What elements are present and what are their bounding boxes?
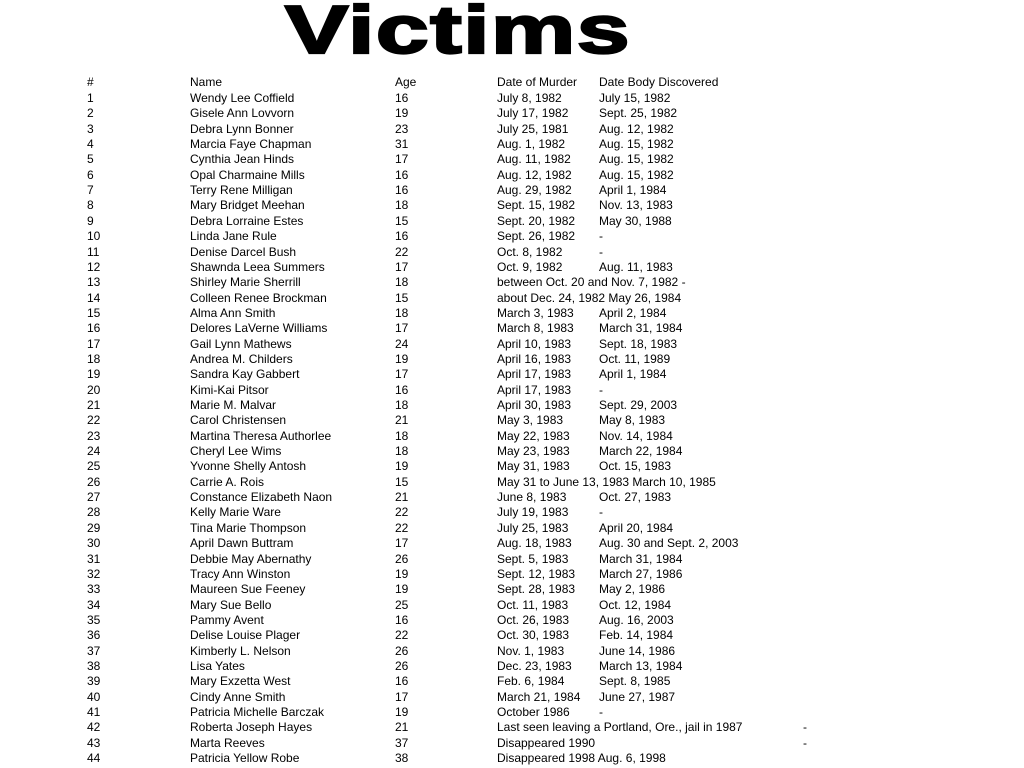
victim-name: Mary Sue Bello	[190, 597, 272, 612]
victim-age: 16	[395, 382, 409, 397]
victim-age: 17	[395, 259, 409, 274]
victim-name: Cynthia Jean Hinds	[190, 152, 295, 167]
victim-age: 24	[395, 336, 409, 351]
date-of-murder: March 8, 1983	[497, 321, 574, 336]
victim-age: 16	[395, 183, 409, 198]
victim-name: Constance Elizabeth Naon	[190, 490, 333, 505]
victim-age: 37	[395, 735, 409, 750]
date-of-murder: Oct. 30, 1983	[497, 628, 570, 643]
date-body-discovered: Aug. 15, 1982	[599, 137, 674, 152]
table-row	[0, 444, 1024, 459]
table-row	[0, 582, 1024, 597]
victim-age: 22	[395, 628, 409, 643]
victim-age: 19	[395, 351, 409, 366]
date-body-discovered: Aug. 12, 1982	[599, 121, 674, 136]
table-row	[0, 690, 1024, 705]
row-number: 11	[87, 244, 100, 259]
victim-name: Mary Exzetta West	[190, 674, 291, 689]
victim-name: Marcia Faye Chapman	[190, 137, 312, 152]
row-number: 18	[87, 351, 101, 366]
date-of-murder: April 30, 1983	[497, 398, 572, 412]
date-of-murder: July 17, 1982	[497, 106, 569, 121]
date-body-discovered: Aug. 15, 1982	[599, 167, 674, 182]
victim-name: Andrea M. Childers	[190, 351, 293, 366]
victim-age: 19	[395, 705, 409, 719]
table-row	[0, 214, 1024, 229]
table-row	[0, 352, 1024, 367]
date-body-discovered: April 20, 1984	[599, 520, 674, 535]
date-of-murder: Sept. 26, 1982	[497, 229, 576, 244]
victim-age: 17	[395, 152, 409, 167]
row-number: 26	[87, 474, 101, 489]
date-of-murder: May 23, 1983	[497, 444, 570, 459]
victim-name: Shawnda Leea Summers	[190, 259, 325, 274]
date-body-discovered: March 13, 1984	[599, 658, 683, 673]
victim-name: Terry Rene Milligan	[190, 183, 293, 198]
victim-age: 17	[395, 367, 409, 382]
victim-age: 18	[395, 398, 409, 412]
victim-name: Opal Charmaine Mills	[190, 167, 305, 182]
table-row	[0, 552, 1024, 567]
header-number: #	[87, 75, 94, 89]
row-number: 37	[87, 643, 101, 658]
victim-age: 18	[395, 428, 409, 443]
table-row	[0, 598, 1024, 613]
victim-name: Lisa Yates	[190, 658, 245, 673]
table-row	[0, 306, 1024, 321]
date-body-discovered: May 2, 1986	[599, 582, 666, 597]
row-number: 43	[87, 735, 101, 750]
date-of-murder: Oct. 9, 1982	[497, 259, 563, 274]
victim-age: 16	[395, 612, 409, 627]
date-body-discovered: Oct. 12, 1984	[599, 597, 672, 612]
table-row	[0, 429, 1024, 444]
date-body-discovered: Sept. 8, 1985	[599, 674, 671, 689]
title-wordart	[280, 0, 640, 68]
date-body-discovered: April 1, 1984	[599, 367, 667, 382]
table-row	[0, 337, 1024, 352]
table-row	[0, 122, 1024, 137]
date-body-discovered: Feb. 14, 1984	[599, 628, 674, 643]
victim-age: 18	[395, 305, 409, 320]
victim-age: 21	[395, 490, 409, 505]
date-body-discovered: Oct. 27, 1983	[599, 490, 672, 505]
extra-note: -	[803, 720, 807, 735]
table-row	[0, 152, 1024, 167]
date-body-discovered: Aug. 30 and Sept. 2, 2003	[599, 536, 739, 551]
table-row	[0, 490, 1024, 505]
row-number: 4	[87, 137, 94, 152]
date-body-discovered: March 27, 1986	[599, 566, 683, 581]
table-row	[0, 674, 1024, 689]
victim-age: 19	[395, 566, 409, 581]
date-of-murder: March 3, 1983	[497, 305, 574, 320]
date-of-murder: Oct. 8, 1982	[497, 244, 563, 259]
row-number: 28	[87, 505, 101, 520]
row-number: 8	[87, 198, 94, 213]
victim-name: Wendy Lee Coffield	[190, 91, 295, 105]
date-of-murder: Disappeared 1990	[497, 735, 596, 750]
row-number: 29	[87, 520, 101, 535]
victim-name: Carol Christensen	[190, 413, 287, 428]
row-number: 1	[87, 91, 94, 105]
row-number: 27	[87, 490, 101, 505]
date-of-murder: May 31, 1983	[497, 459, 570, 474]
row-number: 41	[87, 705, 101, 719]
victim-age: 15	[395, 213, 409, 228]
victim-name: Sandra Kay Gabbert	[190, 367, 300, 382]
date-of-murder: April 16, 1983	[497, 351, 572, 366]
table-row	[0, 183, 1024, 198]
date-body-discovered: May 30, 1988	[599, 213, 672, 228]
row-number: 9	[87, 213, 94, 228]
date-of-murder: Oct. 11, 1983	[497, 597, 569, 612]
date-of-murder: Sept. 12, 1983	[497, 566, 576, 581]
victim-name: Patricia Yellow Robe	[190, 751, 300, 766]
date-body-discovered: March 22, 1984	[599, 444, 683, 459]
victim-age: 16	[395, 167, 409, 182]
victim-age: 25	[395, 597, 409, 612]
date-body-discovered: Sept. 25, 1982	[599, 106, 678, 121]
victim-name: Gisele Ann Lovvorn	[190, 106, 295, 121]
victim-age: 18	[395, 275, 409, 290]
victim-age: 31	[395, 137, 409, 152]
table-row	[0, 659, 1024, 674]
table-row	[0, 106, 1024, 121]
table-row	[0, 521, 1024, 536]
date-of-murder: Sept. 5, 1983	[497, 551, 569, 566]
row-number: 10	[87, 229, 101, 244]
table-row	[0, 383, 1024, 398]
date-of-murder: October 1986	[497, 705, 570, 719]
date-of-murder: March 21, 1984	[497, 689, 581, 704]
page-title	[280, 0, 640, 68]
date-body-discovered: May 8, 1983	[599, 413, 666, 428]
victim-name: Maureen Sue Feeney	[190, 582, 306, 597]
victim-name: Tina Marie Thompson	[190, 520, 307, 535]
date-of-murder: July 19, 1983	[497, 505, 569, 520]
table-row	[0, 736, 1024, 751]
date-body-discovered: -	[599, 229, 603, 244]
table-row	[0, 751, 1024, 766]
table-row	[0, 260, 1024, 275]
victim-name: Yvonne Shelly Antosh	[190, 459, 307, 474]
date-body-discovered: June 27, 1987	[599, 689, 676, 704]
date-of-murder: Aug. 18, 1983	[497, 536, 572, 551]
date-of-murder: Oct. 26, 1983	[497, 612, 570, 627]
table-header	[0, 75, 1024, 90]
date-of-murder: Aug. 1, 1982	[497, 137, 566, 152]
victim-age: 17	[395, 321, 409, 336]
table-row	[0, 367, 1024, 382]
date-of-murder: April 17, 1983	[497, 382, 572, 397]
header-name: Name	[190, 75, 223, 89]
date-of-murder: Aug. 11, 1982	[497, 152, 571, 167]
victim-name: Pammy Avent	[190, 612, 264, 627]
row-number: 34	[87, 597, 101, 612]
victim-age: 21	[395, 413, 409, 428]
victim-age: 16	[395, 229, 409, 244]
victim-name: Kimi-Kai Pitsor	[190, 382, 269, 397]
date-body-discovered: Sept. 29, 2003	[599, 398, 678, 412]
date-body-discovered: Sept. 18, 1983	[599, 336, 678, 351]
row-number: 16	[87, 321, 101, 336]
victim-age: 22	[395, 244, 409, 259]
date-body-discovered: Aug. 11, 1983	[599, 259, 673, 274]
victim-name: Marie M. Malvar	[190, 398, 277, 412]
row-number: 12	[87, 259, 101, 274]
header-date-body-discovered: Date Body Discovered	[599, 75, 719, 89]
row-number: 15	[87, 305, 101, 320]
date-of-murder: between Oct. 20 and Nov. 7, 1982 -	[497, 275, 686, 290]
row-number: 31	[87, 551, 101, 566]
row-number: 32	[87, 566, 101, 581]
table-row	[0, 291, 1024, 306]
date-of-murder: Nov. 1, 1983	[497, 643, 565, 658]
victim-name: Mary Bridget Meehan	[190, 198, 305, 213]
date-of-murder: Feb. 6, 1984	[497, 674, 565, 689]
date-body-discovered: -	[599, 244, 603, 259]
row-number: 13	[87, 275, 101, 290]
table-row	[0, 198, 1024, 213]
date-of-murder: Dec. 23, 1983	[497, 658, 572, 673]
victim-name: Colleen Renee Brockman	[190, 290, 327, 305]
date-of-murder: April 10, 1983	[497, 336, 572, 351]
victim-age: 16	[395, 91, 409, 105]
victim-name: Carrie A. Rois	[190, 474, 265, 489]
row-number: 19	[87, 367, 101, 382]
row-number: 6	[87, 167, 94, 182]
date-of-murder: April 17, 1983	[497, 367, 572, 382]
row-number: 7	[87, 183, 94, 198]
row-number: 33	[87, 582, 101, 597]
date-of-murder: Sept. 15, 1982	[497, 198, 576, 213]
victim-name: Debra Lynn Bonner	[190, 121, 294, 136]
victim-name: Kimberly L. Nelson	[190, 643, 291, 658]
table-row	[0, 321, 1024, 336]
date-of-murder: May 22, 1983	[497, 428, 570, 443]
victim-age: 19	[395, 106, 409, 121]
date-of-murder: July 25, 1983	[497, 520, 569, 535]
row-number: 17	[87, 336, 101, 351]
table-row	[0, 720, 1024, 735]
table-row	[0, 628, 1024, 643]
date-of-murder: Aug. 12, 1982	[497, 167, 572, 182]
victim-name: Cindy Anne Smith	[190, 689, 286, 704]
row-number: 30	[87, 536, 101, 551]
victim-name: Martina Theresa Authorlee	[190, 428, 332, 443]
victim-name: April Dawn Buttram	[190, 536, 294, 551]
victim-name: Debbie May Abernathy	[190, 551, 312, 566]
victim-age: 26	[395, 658, 409, 673]
date-body-discovered: Nov. 13, 1983	[599, 198, 673, 213]
victim-age: 23	[395, 121, 409, 136]
victim-name: Alma Ann Smith	[190, 305, 276, 320]
victim-age: 19	[395, 582, 409, 597]
victim-age: 15	[395, 290, 409, 305]
date-body-discovered: April 1, 1984	[599, 183, 667, 198]
victim-name: Kelly Marie Ware	[190, 505, 281, 520]
row-number: 38	[87, 658, 101, 673]
header-age: Age	[395, 75, 417, 89]
date-of-murder: Sept. 28, 1983	[497, 582, 576, 597]
date-body-discovered: Oct. 11, 1989	[599, 351, 671, 366]
table-row	[0, 567, 1024, 582]
table-row	[0, 229, 1024, 244]
victim-name: Denise Darcel Bush	[190, 244, 297, 259]
date-of-murder: May 3, 1983	[497, 413, 564, 428]
date-of-murder: July 8, 1982	[497, 91, 562, 105]
victim-name: Gail Lynn Mathews	[190, 336, 292, 351]
table-row	[0, 91, 1024, 106]
row-number: 39	[87, 674, 101, 689]
date-of-murder: Sept. 20, 1982	[497, 213, 576, 228]
date-body-discovered: April 2, 1984	[599, 305, 667, 320]
date-of-murder: Last seen leaving a Portland, Ore., jail in 1987	[497, 720, 743, 735]
date-of-murder: June 8, 1983	[497, 490, 567, 505]
victim-age: 15	[395, 474, 409, 489]
table-row	[0, 168, 1024, 183]
date-body-discovered: March 31, 1984	[599, 321, 683, 336]
header-date-of-murder: Date of Murder	[497, 75, 578, 89]
date-body-discovered: -	[599, 505, 603, 520]
table-row	[0, 275, 1024, 290]
victim-age: 19	[395, 459, 409, 474]
date-body-discovered: July 15, 1982	[599, 91, 671, 105]
victim-age: 18	[395, 198, 409, 213]
row-number: 3	[87, 121, 94, 136]
date-body-discovered: June 14, 1986	[599, 643, 676, 658]
table-row	[0, 459, 1024, 474]
victim-age: 17	[395, 536, 409, 551]
date-of-murder: Disappeared 1998 Aug. 6, 1998	[497, 751, 666, 766]
date-of-murder: July 25, 1981	[497, 121, 569, 136]
victim-age: 38	[395, 751, 409, 766]
victim-name: Roberta Joseph Hayes	[190, 720, 313, 735]
table-row	[0, 505, 1024, 520]
row-number: 2	[87, 106, 94, 121]
row-number: 5	[87, 152, 94, 167]
row-number: 42	[87, 720, 101, 735]
row-number: 36	[87, 628, 101, 643]
table-row	[0, 644, 1024, 659]
row-number: 21	[87, 398, 101, 412]
row-number: 24	[87, 444, 101, 459]
date-of-murder: May 31 to June 13, 1983 March 10, 1985	[497, 474, 716, 489]
victim-name: Delise Louise Plager	[190, 628, 301, 643]
table-row	[0, 413, 1024, 428]
table-row	[0, 475, 1024, 490]
victim-name: Patricia Michelle Barczak	[190, 705, 325, 719]
victim-name: Marta Reeves	[190, 735, 265, 750]
extra-note: -	[803, 735, 807, 750]
row-number: 44	[87, 751, 101, 766]
victim-age: 26	[395, 643, 409, 658]
victim-name: Cheryl Lee Wims	[190, 444, 282, 459]
table-row	[0, 536, 1024, 551]
row-number: 25	[87, 459, 101, 474]
victim-name: Shirley Marie Sherrill	[190, 275, 301, 290]
victim-age: 26	[395, 551, 409, 566]
victim-age: 22	[395, 520, 409, 535]
row-number: 20	[87, 382, 101, 397]
table-row	[0, 398, 1024, 413]
victim-age: 18	[395, 444, 409, 459]
table-row	[0, 137, 1024, 152]
table-row	[0, 245, 1024, 260]
victim-name: Delores LaVerne Williams	[190, 321, 328, 336]
table-row	[0, 705, 1024, 720]
date-body-discovered: Aug. 15, 1982	[599, 152, 674, 167]
victim-age: 21	[395, 720, 409, 735]
victim-name: Tracy Ann Winston	[190, 566, 291, 581]
victim-age: 17	[395, 689, 409, 704]
title-text: Victims	[285, 0, 631, 68]
row-number: 35	[87, 612, 101, 627]
date-body-discovered: -	[599, 382, 603, 397]
row-number: 14	[87, 290, 101, 305]
date-of-murder: about Dec. 24, 1982 May 26, 1984	[497, 290, 682, 305]
row-number: 40	[87, 689, 101, 704]
date-body-discovered: Aug. 16, 2003	[599, 612, 674, 627]
row-number: 22	[87, 413, 101, 428]
row-number: 23	[87, 428, 101, 443]
date-body-discovered: -	[599, 705, 603, 719]
victim-age: 16	[395, 674, 409, 689]
date-body-discovered: March 31, 1984	[599, 551, 683, 566]
victim-age: 22	[395, 505, 409, 520]
table-row	[0, 613, 1024, 628]
date-body-discovered: Nov. 14, 1984	[599, 428, 673, 443]
victim-name: Debra Lorraine Estes	[190, 213, 304, 228]
victim-name: Linda Jane Rule	[190, 229, 277, 244]
date-body-discovered: Oct. 15, 1983	[599, 459, 672, 474]
date-of-murder: Aug. 29, 1982	[497, 183, 572, 198]
